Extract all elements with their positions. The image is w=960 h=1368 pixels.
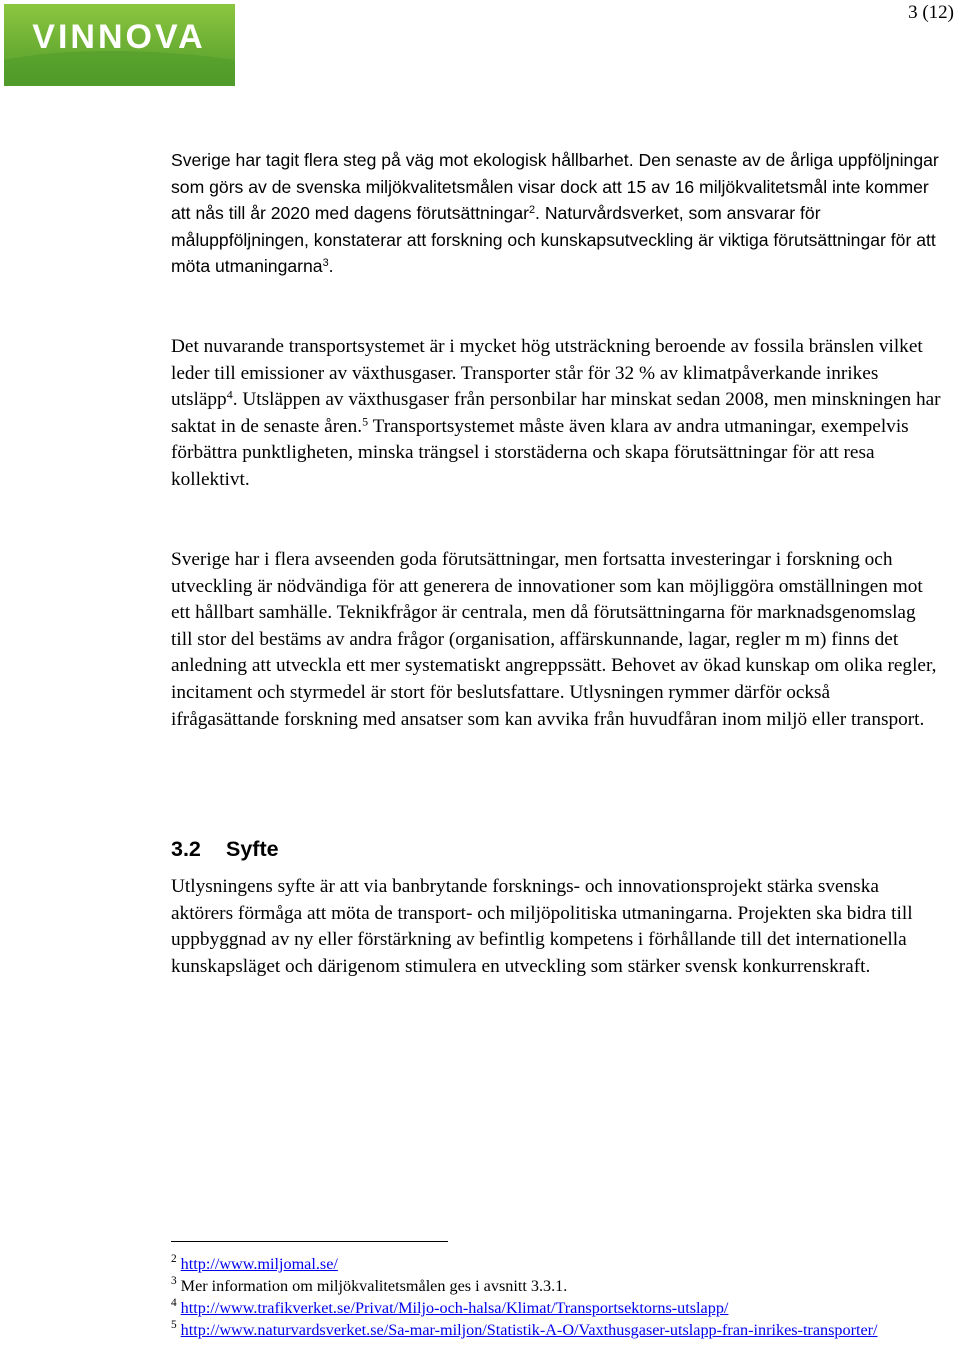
footnote-5 — [171, 1319, 941, 1341]
footnote-ref: 2 — [528, 204, 536, 217]
footnote-link[interactable]: http://www.trafikverket.se/Privat/Miljo-och-halsa/Klimat/Transportsektorns-utslapp/ — [180, 1299, 729, 1317]
paragraph-text: . Naturvårdsverket, som ansvarar för måluppföljningen, konstaterar att forskning och kunskapsutveckling är viktiga förutsättningar för att möta utmaningarna — [171, 203, 936, 277]
paragraph-text: Det nuvarande transportsystemet är i mycket hög utsträckning beroende av fossila bränslen vilket leder till emissioner av växthusgaser. Transporter står för 32 % av klimatpåverkande inrikes utsläpp — [171, 336, 923, 411]
footnote-text: Mer information om miljökvalitetsmålen ges i avsnitt 3.3.1. — [180, 1277, 568, 1295]
paragraph-purpose: Utlysningens syfte är att via banbrytande forsknings- och innovationsprojekt stärka svenska aktörers förmåga att möta de transport- och miljöpolitiska utmaningarna. Projekten ska bidra till uppbyggnad av ny eller förstärkning av befintlig kompetens i förhållande till det internationella kunskapsläget och därigenom stimulera en utveckling som stärker svensk konkurrenskraft. — [171, 876, 913, 977]
footnote-4 — [171, 1297, 941, 1319]
paragraph-transport-system — [171, 334, 941, 494]
footnote-2 — [171, 1253, 941, 1275]
page-number: 3 (12) — [908, 2, 954, 23]
paragraph-text: Transportsystemet måste även klara av andra utmaningar, exempelvis förbättra punktligheten, minska trängsel i storstäderna och skapa förutsättningar för att resa kollektivt. — [171, 415, 909, 490]
footnote-ref: 4 — [226, 387, 233, 402]
footnote-divider — [171, 1241, 448, 1242]
paragraph-research-investment: Sverige har i flera avseenden goda förutsättningar, men fortsatta investeringar i forskning och utveckling är nödvändiga för att generera de innovationer som kan möjliggöra omställningen mot ett hållbart samhälle. Teknikfrågor är centrala, men då förutsättningarna för marknadsgenomslag till stor del bestäms av andra frågor (organisation, affärskunnande, lagar, regler m m) finns det anledning att utveckla ett mer systematiskt angreppssätt. Behovet av ökad kunskap om olika regler, incitament och styrmedel är stort för beslutsfattare. Utlysningen rymmer därför också ifrågasättande forskning med ansatser som kan avvika från huvudfåran inom miljö eller transport. — [171, 549, 937, 730]
paragraph-text: . Utsläppen av växthusgaser från personbilar har minskat sedan 2008, men minskningen har saktat in de senaste åren. — [171, 389, 941, 437]
footnote-3 — [171, 1275, 941, 1297]
paragraph-ecological-sustainability — [171, 147, 941, 280]
section-number: 3.2 — [171, 837, 201, 861]
footnotes — [171, 1253, 941, 1341]
section-title: Syfte — [226, 837, 279, 861]
section-heading — [171, 835, 279, 863]
footnote-ref: 5 — [362, 414, 369, 429]
footnote-number: 4 — [171, 1297, 177, 1310]
footnote-number: 2 — [171, 1253, 177, 1266]
svg-text:VINNOVA: VINNOVA — [32, 18, 206, 56]
footnote-link[interactable]: http://www.miljomal.se/ — [180, 1255, 338, 1273]
paragraph-text: . — [328, 256, 334, 277]
footnote-link[interactable]: http://www.naturvardsverket.se/Sa-mar-miljon/Statistik-A-O/Vaxthusgaser-utslapp-fran-inrikes-transporter/ — [180, 1321, 878, 1339]
footnote-ref: 3 — [322, 257, 329, 270]
footnote-number: 3 — [171, 1275, 177, 1288]
footnote-number: 5 — [171, 1319, 177, 1332]
paragraph-text: Sverige har tagit flera steg på väg mot ekologisk hållbarhet. Den senaste av de årliga uppföljningar som görs av de svenska miljökvalitetsmålen visar dock att 15 av 16 miljökvalitetsmål inte kommer att nås till år 2020 med dagens förutsättningar — [171, 150, 939, 224]
vinnova-logo — [4, 4, 235, 86]
